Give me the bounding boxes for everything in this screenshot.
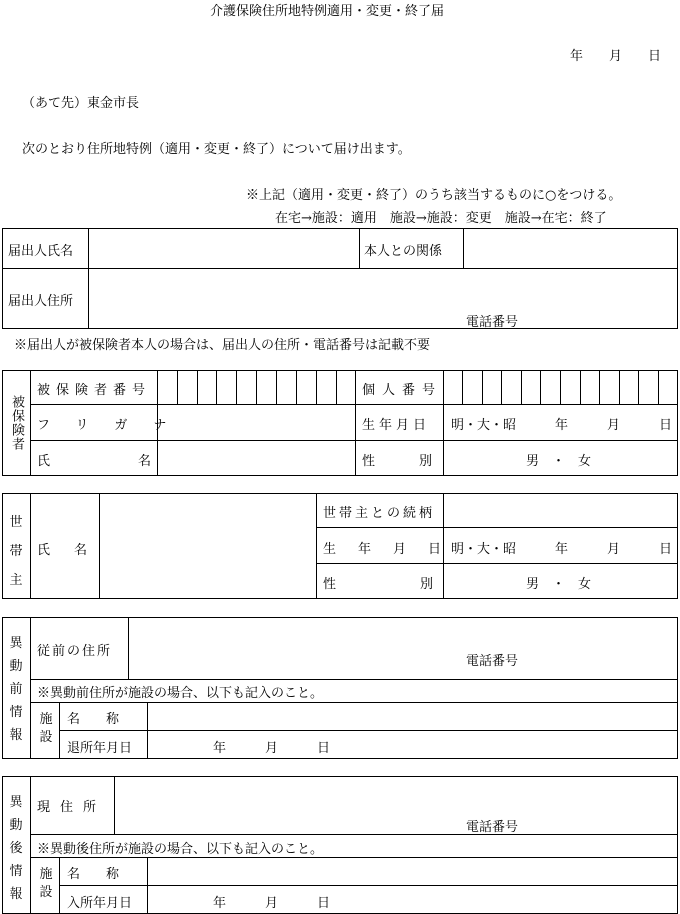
insured-birth-value: 明・大・昭 年 月 日 xyxy=(451,418,673,433)
applicant-name-label: 届出人氏名 xyxy=(8,244,74,259)
insured-name-label: 氏名 xyxy=(37,454,240,469)
applicant-address-label: 届出人住所 xyxy=(8,294,74,309)
category-note: 在宅→施設：適用 施設→施設：変更 施設→在宅：終了 xyxy=(275,211,607,226)
householder-section-label: 世帯主 xyxy=(9,515,23,588)
before-address-field[interactable] xyxy=(129,618,676,678)
before-note: ※異動前住所が施設の場合、以下も記入のこと。 xyxy=(37,686,324,701)
householder-relation-field[interactable] xyxy=(444,494,676,526)
before-facility-label: 施設 xyxy=(39,712,53,745)
page-title: 介護保険住所地特例適用・変更・終了届 xyxy=(210,4,445,19)
personal-number-label: 個人番号 xyxy=(362,383,443,398)
applicant-address-field[interactable] xyxy=(90,270,675,327)
insured-number-label: 被保険者番号 xyxy=(37,383,152,398)
applicant-note: ※届出人が被保険者本人の場合は、届出人の住所・電話番号は記載不要 xyxy=(14,338,431,353)
circle-note: ※上記（適用・変更・終了）のうち該当するものに○をつける。 xyxy=(246,188,622,203)
applicant-phone-label: 電話番号 xyxy=(466,315,519,330)
before-date-label: 退所年月日 xyxy=(67,741,133,756)
before-facility-name-label: 名 称 xyxy=(67,712,120,727)
householder-name-field[interactable] xyxy=(100,494,315,598)
furigana-label: フリガナ xyxy=(37,418,193,433)
after-address-label: 現住所 xyxy=(37,800,107,815)
householder-name-label: 氏名 xyxy=(37,543,112,558)
insured-name-field[interactable] xyxy=(158,441,354,475)
householder-birth-label: 生年月日 xyxy=(323,542,464,557)
insured-sex-value: 男 ・ 女 xyxy=(526,454,592,469)
applicant-relation-label: 本人との関係 xyxy=(364,244,443,259)
before-phone-label: 電話番号 xyxy=(466,654,519,669)
householder-sex-value: 男 ・ 女 xyxy=(526,577,592,592)
householder-relation-label: 世帯主との続柄 xyxy=(323,506,436,521)
after-address-field[interactable] xyxy=(115,777,676,833)
before-address-label: 従前の住所 xyxy=(37,644,113,659)
insured-sex-label: 性別 xyxy=(362,454,477,469)
householder-birth-value: 明・大・昭 年 月 日 xyxy=(451,542,673,557)
before-section-label: 異動前情報 xyxy=(9,636,23,743)
after-note: ※異動後住所が施設の場合、以下も記入のこと。 xyxy=(37,842,324,857)
date-label: 年 月 日 xyxy=(570,49,662,64)
before-facility-name-field[interactable] xyxy=(148,703,676,729)
after-facility-label: 施設 xyxy=(39,867,53,900)
intro-text: 次のとおり住所地特例（適用・変更・終了）について届け出ます。 xyxy=(22,142,411,157)
addressee: （あて先）東金市長 xyxy=(22,96,140,111)
after-facility-name-label: 名 称 xyxy=(67,867,120,882)
after-date-label: 入所年月日 xyxy=(67,896,133,911)
after-facility-name-field[interactable] xyxy=(148,858,676,884)
householder-sex-label: 性別 xyxy=(323,577,518,592)
furigana-field[interactable] xyxy=(158,405,354,439)
after-section-label: 異動後情報 xyxy=(9,795,23,902)
after-date-value[interactable]: 年 月 日 xyxy=(213,896,331,911)
personal-number-field[interactable] xyxy=(444,371,676,403)
applicant-relation-field[interactable] xyxy=(465,230,675,266)
insured-section-label: 被保険者 xyxy=(9,395,24,451)
after-phone-label: 電話番号 xyxy=(466,820,519,835)
insured-number-field[interactable] xyxy=(158,371,354,403)
applicant-name-field[interactable] xyxy=(90,230,358,266)
insured-birth-label: 生年月日 xyxy=(362,418,431,433)
before-date-value[interactable]: 年 月 日 xyxy=(213,741,331,756)
